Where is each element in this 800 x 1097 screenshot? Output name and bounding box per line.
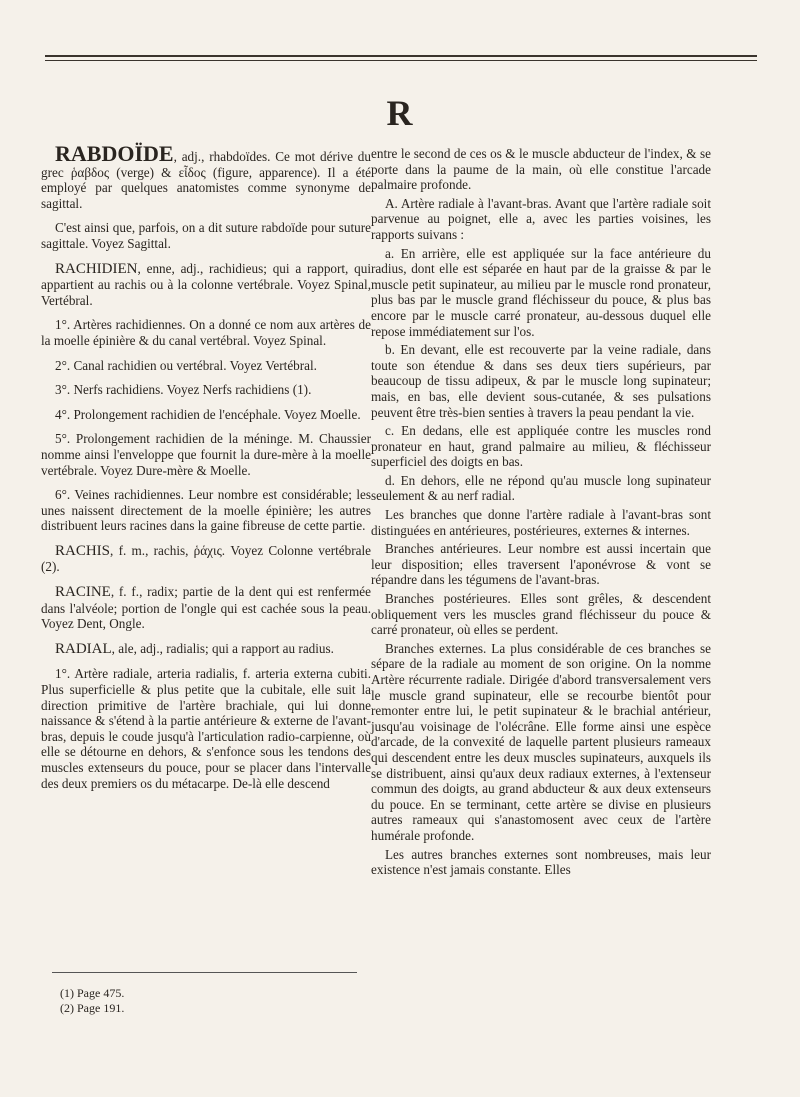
paragraph: A. Artère radiale à l'avant-bras. Avant que l'artère radiale soit parvenue au poignet, elle a, avec les parties voisines, les rapports suivans : — [371, 195, 711, 242]
paragraph: Branches antérieures. Leur nombre est aussi incertain que leur disposition; elles traversent l'aponévrose & vont se répandre dans les tégumens de l'avant-bras. — [371, 541, 711, 588]
paragraph: 6°. Veines rachidiennes. Leur nombre est considérable; les unes naissent directement de la moelle épinière; les autres distribuent leurs racines dans la gaine fibreuse de cette partie. — [41, 487, 371, 534]
entry-rachidien — [41, 261, 371, 309]
entry-text: , adj., rhabdoïdes. Ce mot dérive du grec ῥαβδος (verge) & εἶδος (figure, apparence). Il a été employé par quelques anatomistes comme synonyme de sagittal. — [41, 149, 371, 211]
paragraph: a. En arrière, elle est appliquée sur la face antérieure du radius, dont elle est séparée en haut par de la graisse & par le muscle petit supinateur, au milieu par le muscle rond pronateur, plus bas par le muscle grand fléchisseur du pouce, & plus bas encore par le muscle carré pronateur, au-dessous duquel elle repose immédiatement sur l'os. — [371, 245, 711, 339]
entry-rachis — [41, 543, 371, 575]
entry-text: , enne, adj., rachidieus; qui a rapport, qui appartient au rachis ou à la colonne vertébrale. Voyez Spinal, Vertébral. — [41, 260, 371, 308]
entry-head: RACINE — [55, 584, 111, 601]
paragraph: Branches postérieures. Elles sont grêles, & descendent obliquement vers les muscles grand fléchisseur du pouce & carré pronateur, où elles se perdent. — [371, 591, 711, 638]
section-letter: R — [386, 93, 414, 133]
entry-text: , f. f., radix; partie de la dent qui est renfermée dans l'alvéole; portion de l'ongle qui est cachée sous la peau. Voyez Dent, Ongle. — [41, 584, 371, 632]
entry-head: RABDOÏDE — [55, 141, 174, 166]
paragraph: Les autres branches externes sont nombreuses, mais leur existence n'est jamais constante. Elles — [371, 846, 711, 878]
entry-text: , ale, adj., radialis; qui a rapport au radius. — [111, 640, 334, 656]
entry-racine — [41, 584, 371, 632]
paragraph: c. En dedans, elle est appliquée contre les muscles rond pronateur en haut, grand palmaire au milieu, & fléchisseur superficiel des doigts en bas. — [371, 423, 711, 470]
paragraph: Les branches que donne l'artère radiale à l'avant-bras sont distinguées en antérieures, postérieures, externes & internes. — [371, 507, 711, 538]
entry-radial — [41, 641, 371, 658]
paragraph: 5°. Prolongement rachidien de la méninge. M. Chaussier nomme ainsi l'enveloppe que fournit la dure-mère à la moelle vertébrale. Voyez Dure-mère & Moelle. — [41, 431, 371, 478]
paragraph: b. En devant, elle est recouverte par la veine radiale, dans toute son étendue & dans ses deux tiers supérieurs, par beaucoup de tissu adipeux, & par le muscle long supinateur; mais, en bas, elle devient sous-cutanée, & ses pulsations peuvent être très-bien senties à travers la peau pendant la vie. — [371, 342, 711, 420]
paragraph: C'est ainsi que, parfois, on a dit suture rabdoïde pour suture sagittale. Voyez Sagittal. — [41, 220, 371, 251]
footnotes — [60, 986, 124, 1016]
paragraph: 3°. Nerfs rachidiens. Voyez Nerfs rachidiens (1). — [55, 382, 312, 398]
paragraph: Branches externes. La plus considérable de ces branches se sépare de la radiale au moment de son origine. On la nomme Artère récurrente radiale. Dirigée d'abord transversalement vers le muscle grand supinateur, elle se recourbe bientôt pour remonter entre lui, le petit supinateur & le brachial antérieur, jusqu'au voisinage de l'olécrâne. Elle forme ainsi une espèce d'arcade, de la convexité de laquelle partent plusieurs rameaux qui descendent entre les deux muscles supinateurs, auxquels ils se distribuent, ainsi qu'aux deux radiaux externes, à l'extenseur commun des doigts, au grand abducteur & aux deux extenseurs du pouce. En se terminant, cette artère se divise en plusieurs autres rameaux qui s'anastomosent avec ceux de l'artère humérale profonde. — [371, 640, 711, 843]
footnote: (2) Page 191. — [60, 1001, 125, 1015]
paragraph: entre le second de ces os & le muscle abducteur de l'index, & se porte dans la paume de la main, où elle constitue l'arcade palmaire profonde. — [371, 146, 711, 193]
top-rule-thin — [45, 60, 757, 61]
paragraph: 1°. Artère radiale, arteria radialis, f. arteria externa cubiti. Plus superficielle & plus petite que la cubitale, elle suit la direction primitive de l'artère brachiale, qui lui donne naissance & s'étend à la partie antérieure & externe de l'avant-bras, depuis le coude jusqu'à l'articulation radio-carpienne, où elle se détourne en dehors, & s'enfonce sous les tendons des muscles extenseurs du pouce, pour se placer dans l'intervalle des deux premiers os du métacarpe. De-là elle descend — [41, 666, 371, 791]
entry-head: RADIAL — [55, 640, 112, 657]
paragraph: 2°. Canal rachidien ou vertébral. Voyez Vertébral. — [55, 357, 317, 373]
paragraph: d. En dehors, elle ne répond qu'au muscle long supinateur seulement & au nerf radial. — [371, 472, 711, 504]
paragraph: 4°. Prolongement rachidien de l'encéphale. Voyez Moelle. — [55, 406, 361, 422]
right-column — [371, 146, 711, 881]
footnote: (1) Page 475. — [60, 986, 125, 1000]
entry-rabdoide — [41, 141, 371, 211]
entry-head: RACHIS — [55, 542, 111, 559]
entry-head: RACHIDIEN — [55, 260, 138, 277]
paragraph: 1°. Artères rachidiennes. On a donné ce nom aux artères de la moelle épinière & du canal vertébral. Voyez Spinal. — [41, 317, 371, 348]
left-column — [41, 141, 371, 800]
top-rule — [45, 55, 757, 57]
footnote-divider — [52, 972, 357, 973]
entry-text: , f. m., rachis, ῥάχις. Voyez Colonne vertébrale (2). — [41, 542, 371, 575]
